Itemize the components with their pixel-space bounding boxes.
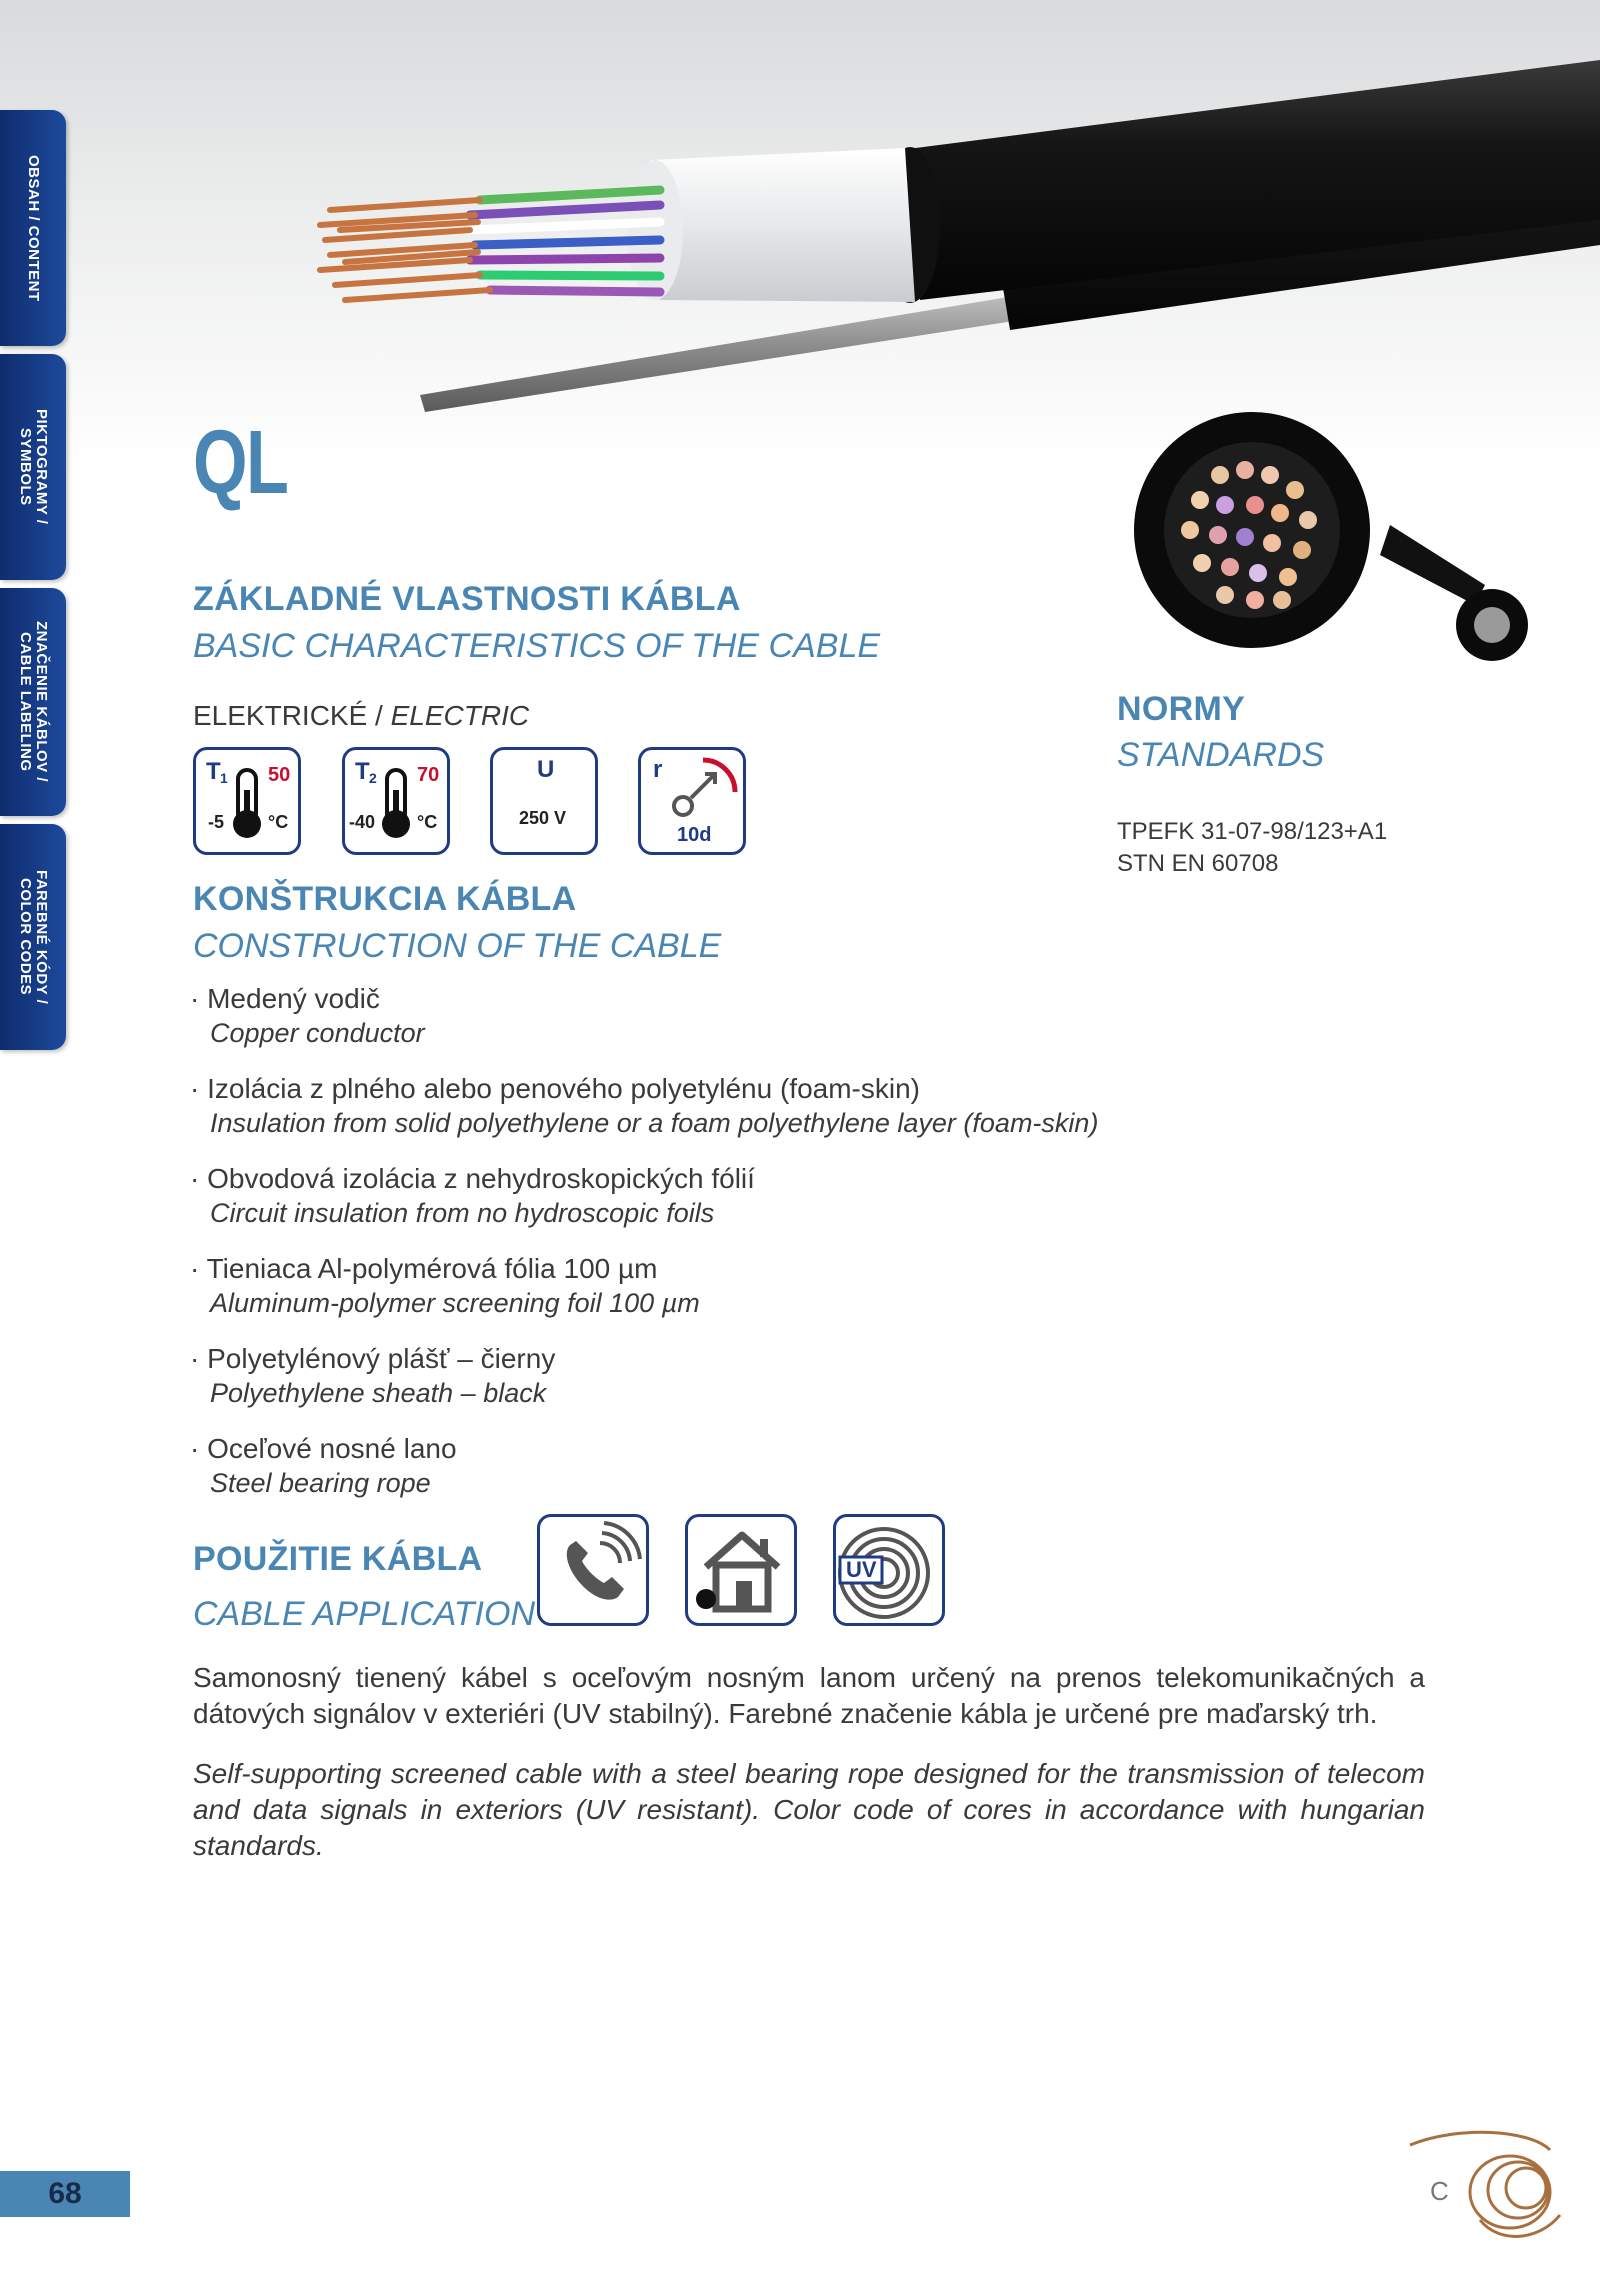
outdoor-house-icon (685, 1514, 797, 1626)
telephone-icon (537, 1514, 649, 1626)
page-number: 68 (0, 2171, 130, 2217)
temperature-t2-pictogram: T 2 70 -40 °C (342, 747, 450, 855)
list-item: · Tieniaca Al-polymérová fólia 100 µm Aluminum-polymer screening foil 100 µm (190, 1253, 700, 1318)
temperature-t1-pictogram: T 1 50 -5 °C (193, 747, 301, 855)
model-name: QL (193, 413, 288, 513)
standard-item: TPEFK 31-07-98/123+A1 (1117, 818, 1388, 845)
uv-resistant-icon: UV (833, 1514, 945, 1626)
list-item: · Medený vodič Copper conductor (190, 983, 425, 1048)
list-item: · Oceľové nosné lano Steel bearing rope (190, 1433, 457, 1498)
construction-title: KONŠTRUKCIA KÁBLA (193, 880, 577, 918)
bending-radius-pictogram: r 10d (638, 747, 746, 855)
copper-coil-logo (1400, 2120, 1570, 2250)
list-item: · Izolácia z plného alebo penového polyetylénu (foam-skin) Insulation from solid polyethylene or a foam polyethylene layer (foam-skin) (190, 1073, 1099, 1138)
voltage-pictogram: U 250 V (490, 747, 598, 855)
basic-characteristics-title-en: BASIC CHARACTERISTICS OF THE CABLE (193, 627, 881, 665)
cable-cross-section (1130, 405, 1550, 665)
electric-label: ELEKTRICKÉ / ELECTRIC (193, 700, 530, 731)
construction-list (190, 982, 1170, 1522)
tab-content[interactable]: OBSAH / CONTENT (0, 110, 66, 346)
logo-letter: C (1430, 2176, 1449, 2206)
application-title: POUŽITIE KÁBLA (193, 1540, 483, 1578)
list-item: · Polyetylénový plášť – čierny Polyethylene sheath – black (190, 1343, 556, 1408)
tab-cable-labeling[interactable]: ZNAČENIE KÁBLOV / CABLE LABELING (0, 588, 66, 816)
description-en: Self-supporting screened cable with a steel bearing rope designed for the transmission of telecom and data signals in exteriors (UV resistant). Color code of cores in accordance with hungarian standards. (193, 1758, 1425, 1861)
standards-title: NORMY (1117, 690, 1246, 728)
description-sk: Samonosný tienený kábel s oceľovým nosným lanom určený na prenos telekomunikačných a dátových signálov v exteriéri (UV stabilný). Farebné značenie kábla je určené pre maďarský trh. (193, 1662, 1425, 1729)
construction-title-en: CONSTRUCTION OF THE CABLE (193, 927, 722, 965)
application-title-en: CABLE APPLICATION (193, 1595, 535, 1633)
standards-title-en: STANDARDS (1117, 736, 1325, 774)
cable-photo (0, 0, 1600, 470)
list-item: · Obvodová izolácia z nehydroskopických fólií Circuit insulation from no hydroscopic foils (190, 1163, 755, 1228)
tab-symbols[interactable]: PIKTOGRAMY / SYMBOLS (0, 354, 66, 580)
basic-characteristics-title: ZÁKLADNÉ VLASTNOSTI KÁBLA (193, 580, 741, 618)
standard-item: STN EN 60708 (1117, 850, 1279, 877)
tab-color-codes[interactable]: FAREBNÉ KÓDY / COLOR CODES (0, 824, 66, 1050)
